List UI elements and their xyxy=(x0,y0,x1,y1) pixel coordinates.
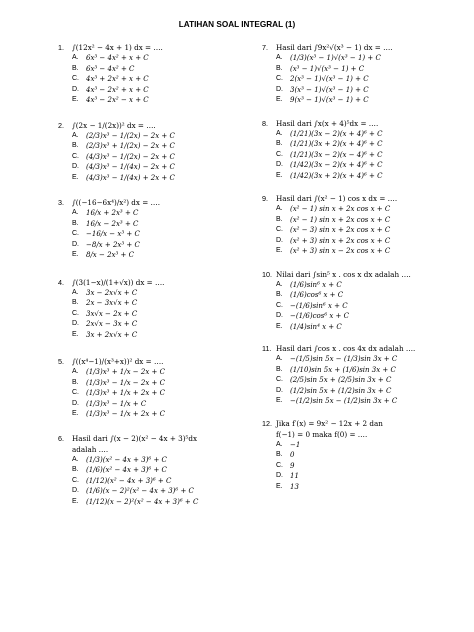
option-text: 2(x³ − 1)√(x³ − 1) + C xyxy=(290,75,369,83)
question-number: 4. xyxy=(58,277,64,287)
answer-option xyxy=(262,246,462,257)
option-label: E. xyxy=(72,96,79,103)
option-label: C. xyxy=(72,476,79,484)
option-label: C. xyxy=(276,461,283,469)
option-label: E. xyxy=(72,173,79,181)
option-text: (1/3)(x² − 4x + 3)⁶ + C xyxy=(86,455,167,464)
question-11 xyxy=(262,343,462,407)
option-text: (4/3)x³ − 1/(4x) − 2x + C xyxy=(86,163,175,171)
option-label: B. xyxy=(276,451,283,458)
question-9 xyxy=(262,193,462,257)
question-text: Hasil dari ∫(x − 2)(x² − 4x + 3)⁵dx xyxy=(72,433,198,443)
option-label: A. xyxy=(72,368,79,375)
question-stem xyxy=(262,42,462,53)
option-label: B. xyxy=(72,64,79,72)
option-label: B. xyxy=(276,215,283,223)
option-label: D. xyxy=(276,386,283,394)
question-text: ∫(12x² − 4x + 1) dx = …. xyxy=(72,43,163,52)
question-stem xyxy=(262,118,462,129)
answer-option xyxy=(58,367,258,378)
question-number: 10. xyxy=(262,269,272,279)
option-text: (1/6)cos⁶ x + C xyxy=(290,291,344,299)
option-text: 16/x + 2x³ + C xyxy=(86,209,139,217)
option-label: D. xyxy=(72,240,79,248)
option-label: C. xyxy=(276,376,283,383)
answer-option xyxy=(58,162,258,173)
option-text: 4x³ + 2x² + x + C xyxy=(86,75,149,83)
answer-option xyxy=(262,171,462,182)
question-stem xyxy=(58,197,258,208)
option-label: A. xyxy=(72,131,79,139)
option-text: (x³ − 1)√(x³ − 1) + C xyxy=(290,64,365,73)
option-text: (1/12)(x − 2)²(x² − 4x + 3)⁶ + C xyxy=(86,497,199,506)
option-text: −16/x − x³ + C xyxy=(86,230,140,238)
answer-option xyxy=(262,139,462,150)
question-6 xyxy=(58,433,258,508)
option-text: 11 xyxy=(290,472,299,480)
option-text: 3x − 2x√x + C xyxy=(86,288,138,297)
option-text: (2/3)x³ − 1/(2x) − 2x + C xyxy=(86,131,175,140)
answer-option xyxy=(262,375,462,386)
answer-option xyxy=(262,440,462,451)
option-text: (x² − 3) sin x + 2x cos x + C xyxy=(290,226,391,234)
option-text: −(1/6)cos⁶ x + C xyxy=(290,312,349,320)
option-label: B. xyxy=(276,291,283,298)
option-text: (x² − 1) sin x + 2x cos x + C xyxy=(290,215,391,224)
answer-option xyxy=(262,365,462,376)
answer-option xyxy=(262,290,462,301)
answer-option xyxy=(262,301,462,312)
question-text: ∫(2x − 1/(2x))² dx = …. xyxy=(72,120,156,130)
question-stem xyxy=(58,433,258,444)
answer-option xyxy=(58,455,258,466)
option-text: (4/3)x³ − 1/(2x) − 2x + C xyxy=(86,152,175,161)
option-label: D. xyxy=(72,487,79,494)
option-label: C. xyxy=(276,150,283,158)
question-text: Hasil dari ∫x(x + 4)⁵dx = …. xyxy=(276,118,379,128)
option-label: B. xyxy=(72,466,79,473)
option-label: C. xyxy=(72,309,79,317)
answer-option xyxy=(58,288,258,299)
option-label: C. xyxy=(72,152,79,160)
question-number: 12. xyxy=(262,418,272,428)
answer-option xyxy=(262,311,462,322)
question-number: 3. xyxy=(58,198,64,207)
question-stem xyxy=(58,277,258,288)
option-label: A. xyxy=(72,54,79,61)
question-text: Hasil dari ∫(x² − 1) cos x dx = …. xyxy=(276,194,398,203)
question-stem: adalah …. xyxy=(72,444,109,454)
answer-option xyxy=(58,497,258,508)
option-label: A. xyxy=(276,440,283,448)
answer-option xyxy=(58,476,258,487)
question-number: 9. xyxy=(262,194,268,203)
option-label: B. xyxy=(72,142,79,149)
option-label: B. xyxy=(276,140,283,147)
option-label: A. xyxy=(276,355,283,362)
option-text: 2x√x − 3x + C xyxy=(86,320,138,328)
right-column xyxy=(262,42,462,492)
option-label: C. xyxy=(72,75,79,82)
page-title: LATIHAN SOAL INTEGRAL (1) xyxy=(178,20,296,29)
option-label: B. xyxy=(72,219,79,227)
question-text: ∫((x⁴−1)/(x³+x))² dx = …. xyxy=(72,357,164,366)
question-text: Hasil dari ∫9x²√(x³ − 1) dx = …. xyxy=(276,43,393,52)
answer-option xyxy=(58,53,258,64)
answer-option xyxy=(58,388,258,399)
option-text: (1/21)(3x − 2)(x − 4)⁶ + C xyxy=(290,150,383,159)
option-text: (4/3)x³ − 1/(4x) + 2x + C xyxy=(86,173,175,182)
question-text: ∫((−16−6x⁴)/x²) dx = …. xyxy=(72,198,161,207)
option-text: (x² + 3) sin x + 2x cos x + C xyxy=(290,236,391,245)
option-label: D. xyxy=(276,312,283,319)
option-text: 3x + 2x√x + C xyxy=(86,330,138,339)
question-stem xyxy=(262,269,462,280)
option-text: 4x³ − 2x² − x + C xyxy=(86,96,149,104)
option-text: 4x³ − 2x² + x + C xyxy=(86,85,149,94)
answer-option xyxy=(58,219,258,230)
question-7 xyxy=(262,42,462,106)
option-text: (1/2)sin 5x + (1/2)sin 3x + C xyxy=(290,386,392,395)
option-label: D. xyxy=(276,161,283,168)
answer-option xyxy=(58,465,258,476)
option-label: D. xyxy=(276,85,283,93)
option-label: A. xyxy=(72,455,79,463)
option-label: A. xyxy=(276,280,283,288)
option-text: (1/3)x³ − 1/x + C xyxy=(86,399,147,408)
answer-option xyxy=(262,129,462,140)
option-label: B. xyxy=(276,365,283,373)
question-text: Hasil dari ∫cos x . cos 4x dx adalah …. xyxy=(276,344,416,353)
answer-option xyxy=(262,215,462,226)
answer-option xyxy=(58,486,258,497)
option-label: D. xyxy=(72,85,79,93)
option-text: (1/21)(3x + 2)(x + 4)⁶ + C xyxy=(290,140,383,148)
answer-option xyxy=(262,386,462,397)
option-text: (x² − 1) sin x + 2x cos x + C xyxy=(290,205,391,213)
answer-option xyxy=(262,225,462,236)
answer-option xyxy=(262,471,462,482)
option-text: 3(x³ − 1)√(x³ − 1) + C xyxy=(290,85,369,94)
option-label: E. xyxy=(276,397,283,404)
option-label: B. xyxy=(72,378,79,386)
option-label: E. xyxy=(72,410,79,417)
answer-option xyxy=(262,64,462,75)
option-label: C. xyxy=(72,389,79,396)
option-label: C. xyxy=(276,301,283,309)
option-text: (1/3)x³ − 1/x + 2x + C xyxy=(86,410,165,418)
option-text: 16/x − 2x³ + C xyxy=(86,219,139,228)
answer-option xyxy=(58,319,258,330)
option-text: (1/3)(x³ − 1)√(x³ − 1) + C xyxy=(290,54,381,62)
question-stem xyxy=(262,193,462,204)
answer-option xyxy=(58,173,258,184)
answer-option xyxy=(58,74,258,85)
answer-option xyxy=(262,280,462,291)
question-text: Nilai dari ∫sin⁵ x . cos x dx adalah …. xyxy=(276,269,411,279)
option-text: (2/3)x³ + 1/(2x) − 2x + C xyxy=(86,142,175,150)
answer-option xyxy=(58,309,258,320)
answer-option xyxy=(58,330,258,341)
option-label: A. xyxy=(276,129,283,137)
answer-option xyxy=(58,208,258,219)
answer-option xyxy=(58,95,258,106)
option-label: E. xyxy=(276,247,283,254)
question-stem xyxy=(58,120,258,131)
question-number: 11. xyxy=(262,344,272,353)
answer-option xyxy=(58,240,258,251)
option-text: (1/6)(x² − 4x + 3)⁶ + C xyxy=(86,466,167,474)
option-label: E. xyxy=(72,251,79,258)
answer-option xyxy=(262,85,462,96)
answer-option xyxy=(262,461,462,472)
option-text: −(1/5)sin 5x − (1/3)sin 3x + C xyxy=(290,355,398,363)
option-label: B. xyxy=(72,299,79,306)
option-label: D. xyxy=(72,163,79,170)
question-stem xyxy=(58,42,258,53)
option-text: −(1/6)sin⁶ x + C xyxy=(290,301,348,310)
question-text: ∫(3(1−x)/(1+√x)) dx = …. xyxy=(72,277,165,287)
answer-option xyxy=(58,378,258,389)
option-text: −1 xyxy=(290,440,301,449)
answer-option xyxy=(262,450,462,461)
option-label: E. xyxy=(276,322,283,330)
answer-option xyxy=(262,74,462,85)
option-text: (1/21)(3x − 2)(x + 4)⁶ + C xyxy=(290,129,383,138)
answer-option xyxy=(262,396,462,407)
option-label: D. xyxy=(72,399,79,407)
option-text: (1/12)(x² − 4x + 3)⁶ + C xyxy=(86,476,172,485)
question-text: Jika f′(x) = 9x² − 12x + 2 dan xyxy=(276,418,383,428)
answer-option xyxy=(58,64,258,75)
option-label: C. xyxy=(276,75,283,82)
answer-option xyxy=(262,53,462,64)
question-4 xyxy=(58,277,258,341)
question-2 xyxy=(58,120,258,184)
question-number: 8. xyxy=(262,118,268,128)
answer-option xyxy=(58,409,258,420)
option-text: −8/x + 2x³ + C xyxy=(86,240,140,249)
option-text: (1/3)x³ + 1/x − 2x + C xyxy=(86,368,165,376)
question-10 xyxy=(262,269,462,333)
option-label: D. xyxy=(276,472,283,479)
option-text: (1/3)x³ − 1/x − 2x + C xyxy=(86,378,165,387)
option-text: (1/6)(x − 2)²(x² − 4x + 3)⁶ + C xyxy=(86,487,194,495)
answer-option xyxy=(58,152,258,163)
answer-option xyxy=(262,150,462,161)
option-text: 3x√x − 2x + C xyxy=(86,309,138,318)
option-label: A. xyxy=(276,54,283,61)
answer-option xyxy=(58,229,258,240)
option-label: D. xyxy=(72,320,79,327)
option-text: (1/10)sin 5x + (1/6)sin 3x + C xyxy=(290,365,396,374)
left-column xyxy=(58,42,258,507)
option-text: (1/6)sin⁶ x + C xyxy=(290,280,342,289)
answer-option xyxy=(58,141,258,152)
question-number: 1. xyxy=(58,43,64,52)
option-label: D. xyxy=(276,236,283,244)
option-label: C. xyxy=(276,226,283,233)
option-text: (2/5)sin 5x + (2/5)sin 3x + C xyxy=(290,376,392,384)
option-label: E. xyxy=(72,330,79,338)
option-label: E. xyxy=(276,96,283,103)
answer-option xyxy=(262,482,462,493)
option-label: A. xyxy=(72,209,79,216)
question-stem xyxy=(262,418,462,429)
option-label: C. xyxy=(72,230,79,237)
option-label: E. xyxy=(276,482,283,490)
question-8 xyxy=(262,118,462,182)
answer-option xyxy=(58,298,258,309)
question-number: 7. xyxy=(262,43,268,52)
question-3 xyxy=(58,197,258,261)
question-stem: f(−1) = 0 maka f(0) = …. xyxy=(276,429,368,439)
option-text: 6x³ − 4x² + x + C xyxy=(86,54,149,62)
option-text: (x² + 3) sin x − 2x cos x + C xyxy=(290,247,391,255)
option-text: 9 xyxy=(290,461,295,470)
option-text: 13 xyxy=(290,482,299,491)
answer-option xyxy=(58,131,258,142)
answer-option xyxy=(58,399,258,410)
option-label: A. xyxy=(276,205,283,212)
option-text: 6x³ − 4x² + C xyxy=(86,64,135,73)
option-text: −(1/2)sin 5x − (1/2)sin 3x + C xyxy=(290,397,398,405)
option-label: E. xyxy=(72,497,79,505)
answer-option xyxy=(262,160,462,171)
question-number: 6. xyxy=(58,433,64,443)
option-text: 2x − 3x√x + C xyxy=(86,299,138,307)
option-text: (1/42)(3x − 2)(x + 4)⁶ + C xyxy=(290,161,383,169)
answer-option xyxy=(262,95,462,106)
question-5 xyxy=(58,356,258,420)
option-text: (1/42)(3x + 2)(x + 4)⁶ + C xyxy=(290,171,383,180)
option-text: (1/4)sin⁴ x + C xyxy=(290,322,342,331)
option-text: 9(x³ − 1)√(x³ − 1) + C xyxy=(290,96,369,104)
question-stem xyxy=(58,356,258,367)
answer-option xyxy=(262,236,462,247)
option-text: (1/3)x³ + 1/x + 2x + C xyxy=(86,389,165,397)
answer-option xyxy=(58,250,258,261)
question-12 xyxy=(262,418,462,493)
question-number: 2. xyxy=(58,120,64,130)
question-1 xyxy=(58,42,258,106)
option-label: E. xyxy=(276,171,283,179)
answer-option xyxy=(58,85,258,96)
question-number: 5. xyxy=(58,357,64,366)
answer-option xyxy=(262,354,462,365)
answer-option xyxy=(262,322,462,333)
option-label: B. xyxy=(276,64,283,72)
option-text: 8/x − 2x³ + C xyxy=(86,251,134,259)
option-text: 0 xyxy=(290,451,295,459)
answer-option xyxy=(262,204,462,215)
option-label: A. xyxy=(72,288,79,296)
question-stem xyxy=(262,343,462,354)
